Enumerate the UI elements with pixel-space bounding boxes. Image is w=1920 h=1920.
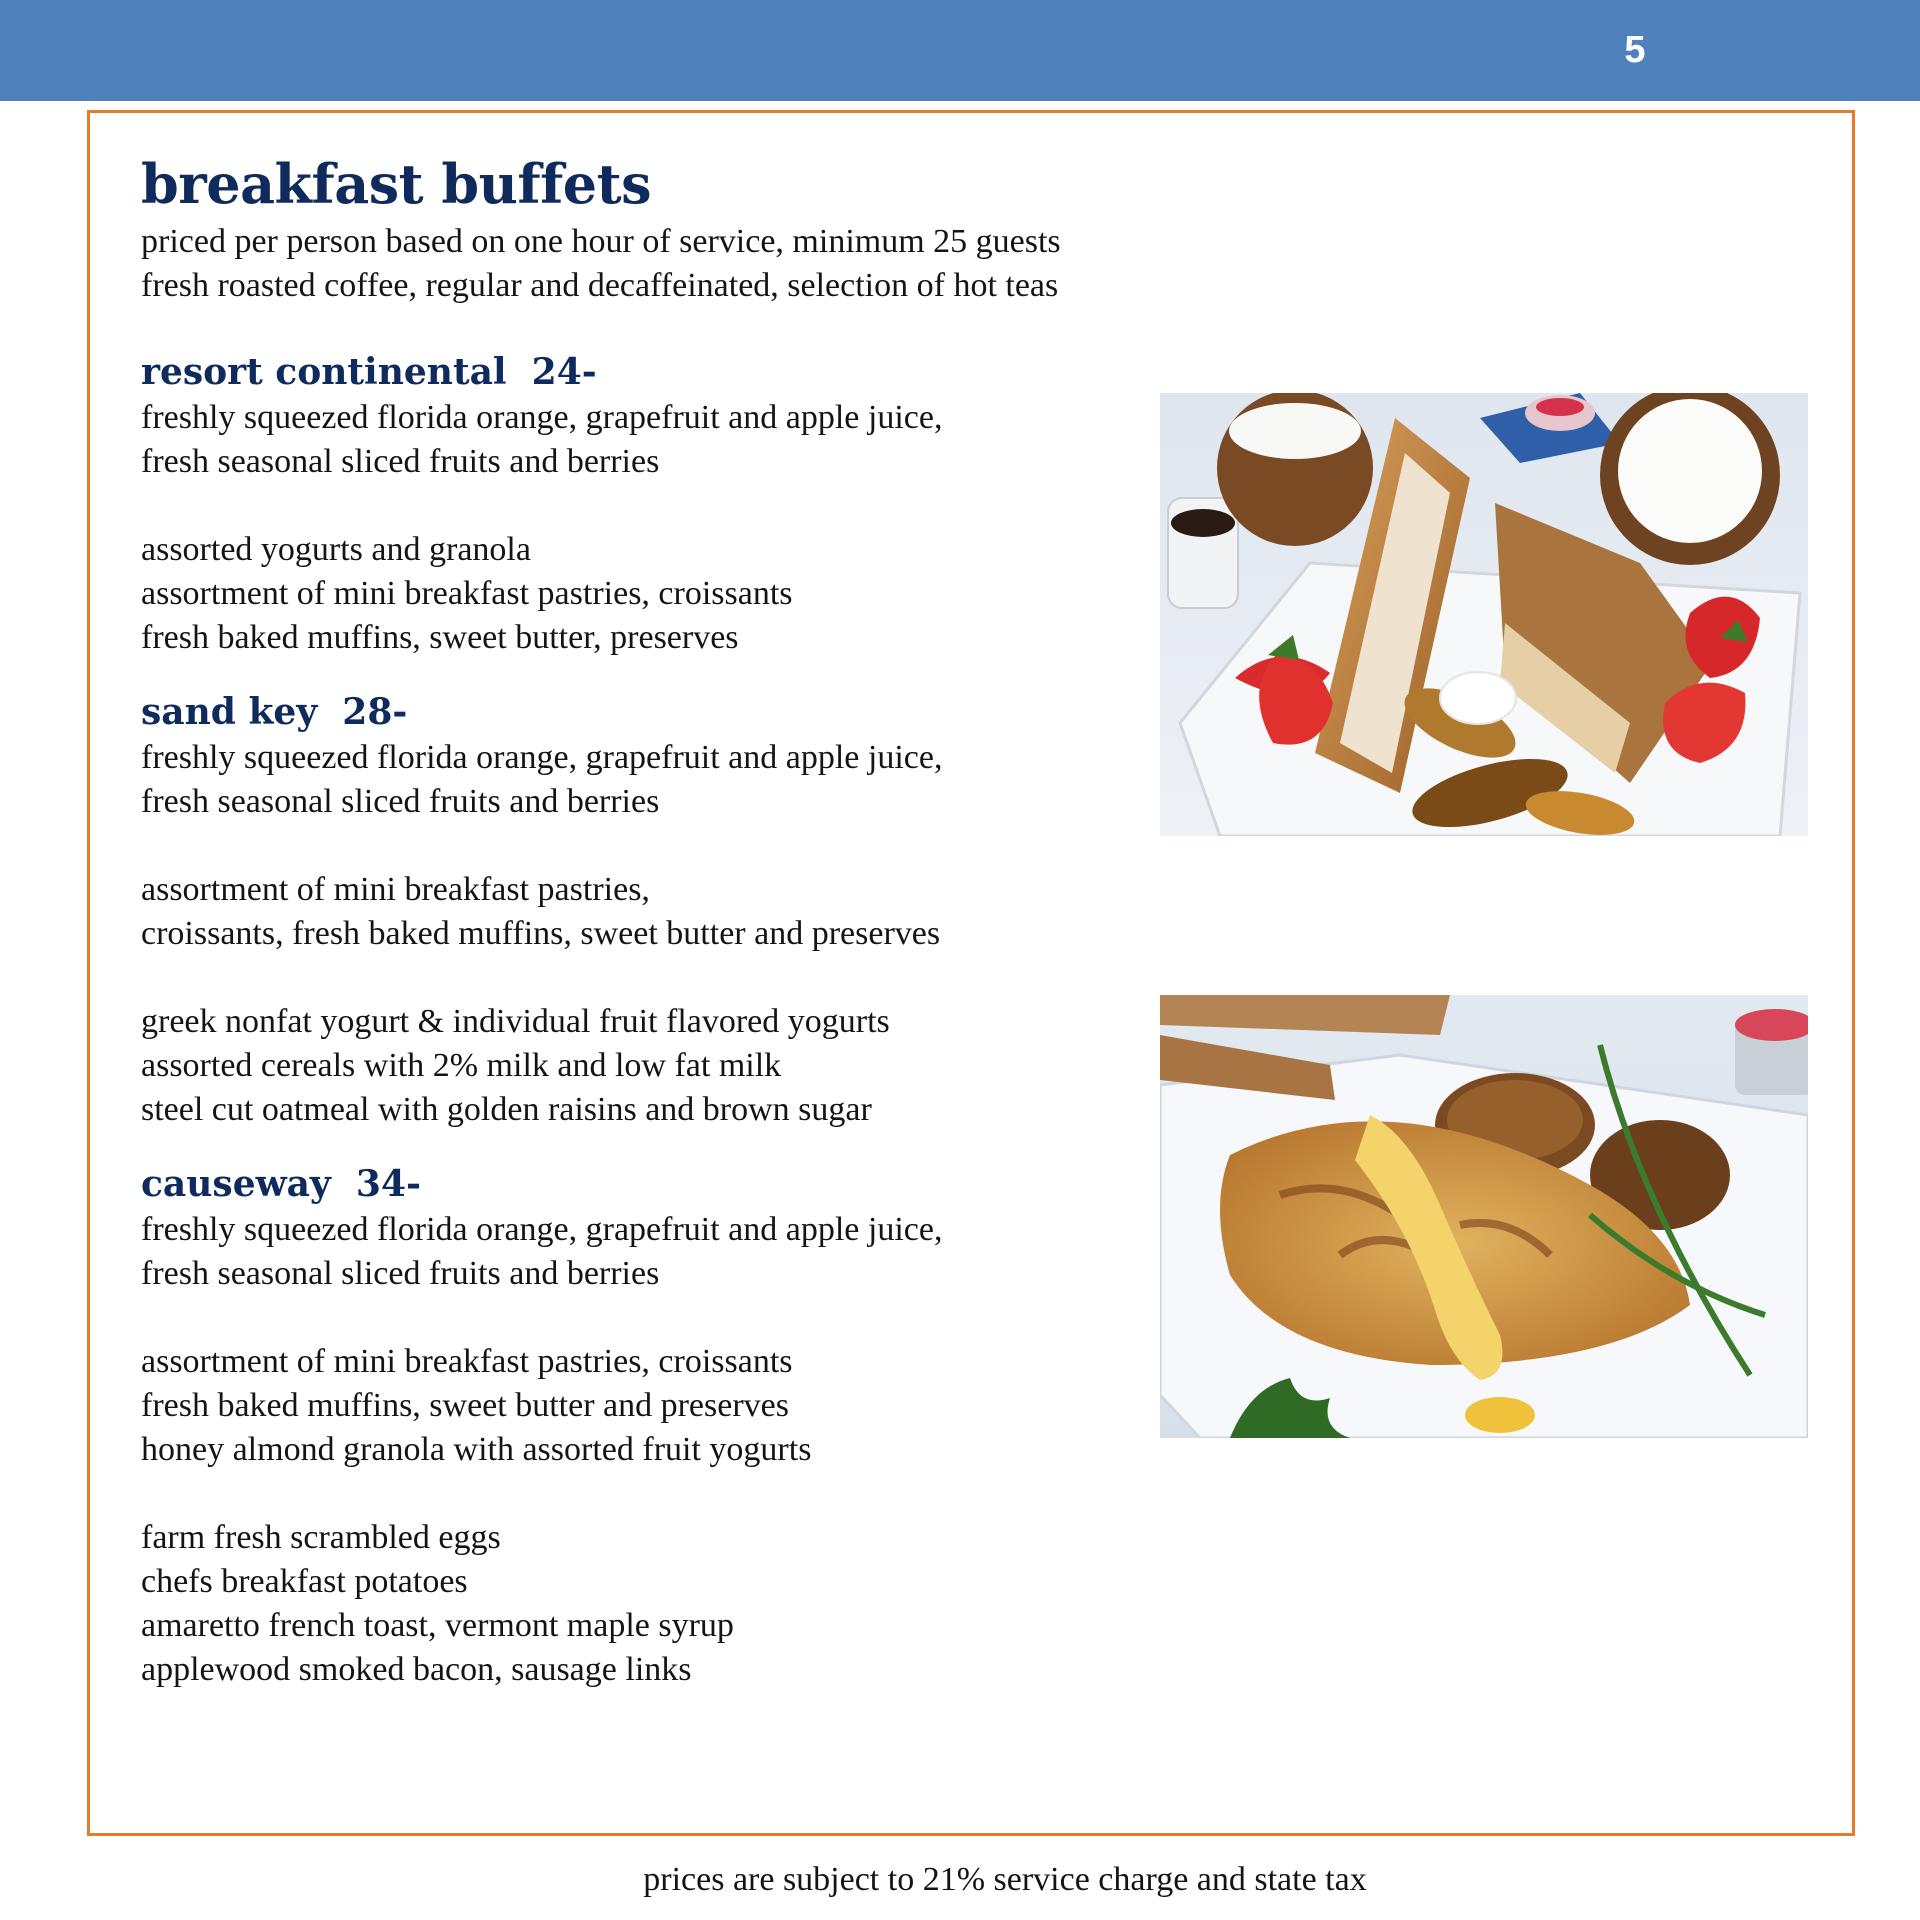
menu-item: assorted cereals with 2% milk and low fat milk (141, 1047, 782, 1084)
menu-item: fresh seasonal sliced fruits and berries (141, 443, 660, 480)
menu-item: steel cut oatmeal with golden raisins and brown sugar (141, 1091, 872, 1128)
section-heading: resort continental 24- (141, 351, 597, 393)
item-group (141, 736, 1121, 824)
menu-item: assortment of mini breakfast pastries, croissants (141, 1343, 793, 1380)
menu-content (141, 148, 1121, 1720)
menu-item: croissants, fresh baked muffins, sweet butter and preserves (141, 915, 941, 952)
menu-item: fresh seasonal sliced fruits and berries (141, 1255, 660, 1292)
page-number: 5 (1624, 29, 1646, 71)
footer-note: prices are subject to 21% service charge and state tax (643, 1861, 1367, 1898)
section-heading: causeway 34- (141, 1163, 421, 1205)
menu-item: assorted yogurts and granola (141, 531, 531, 568)
item-group (141, 396, 1121, 484)
menu-item: freshly squeezed florida orange, grapefruit and apple juice, (141, 399, 943, 436)
menu-item: applewood smoked bacon, sausage links (141, 1651, 692, 1688)
item-group (141, 868, 1121, 956)
menu-item: farm fresh scrambled eggs (141, 1519, 501, 1556)
section-causeway (141, 1160, 1121, 1692)
item-group (141, 1208, 1121, 1296)
item-group (141, 1516, 1121, 1692)
menu-item: greek nonfat yogurt & individual fruit flavored yogurts (141, 1003, 890, 1040)
menu-item: assortment of mini breakfast pastries, croissants (141, 575, 793, 612)
item-group (141, 1000, 1121, 1132)
menu-item: amaretto french toast, vermont maple syrup (141, 1607, 734, 1644)
intro-line: fresh roasted coffee, regular and decaffeinated, selection of hot teas (141, 267, 1059, 304)
intro-block (141, 220, 1121, 308)
page-title: breakfast buffets (141, 152, 652, 216)
section-resort-continental (141, 348, 1121, 660)
intro-line: priced per person based on one hour of service, minimum 25 guests (141, 223, 1061, 260)
section-sand-key (141, 688, 1121, 1132)
menu-item: freshly squeezed florida orange, grapefruit and apple juice, (141, 1211, 943, 1248)
section-heading: sand key 28- (141, 691, 408, 733)
item-group (141, 1340, 1121, 1472)
menu-item: assortment of mini breakfast pastries, (141, 871, 650, 908)
omelet-illustration (1160, 995, 1808, 1438)
menu-item: freshly squeezed florida orange, grapefruit and apple juice, (141, 739, 943, 776)
french-toast-photo (1160, 393, 1808, 836)
menu-item: fresh seasonal sliced fruits and berries (141, 783, 660, 820)
menu-item: honey almond granola with assorted fruit yogurts (141, 1431, 812, 1468)
menu-item: chefs breakfast potatoes (141, 1563, 468, 1600)
menu-item: fresh baked muffins, sweet butter, preserves (141, 619, 739, 656)
menu-item: fresh baked muffins, sweet butter and preserves (141, 1387, 789, 1424)
french-toast-illustration (1160, 393, 1808, 836)
omelet-photo (1160, 995, 1808, 1438)
item-group (141, 528, 1121, 660)
